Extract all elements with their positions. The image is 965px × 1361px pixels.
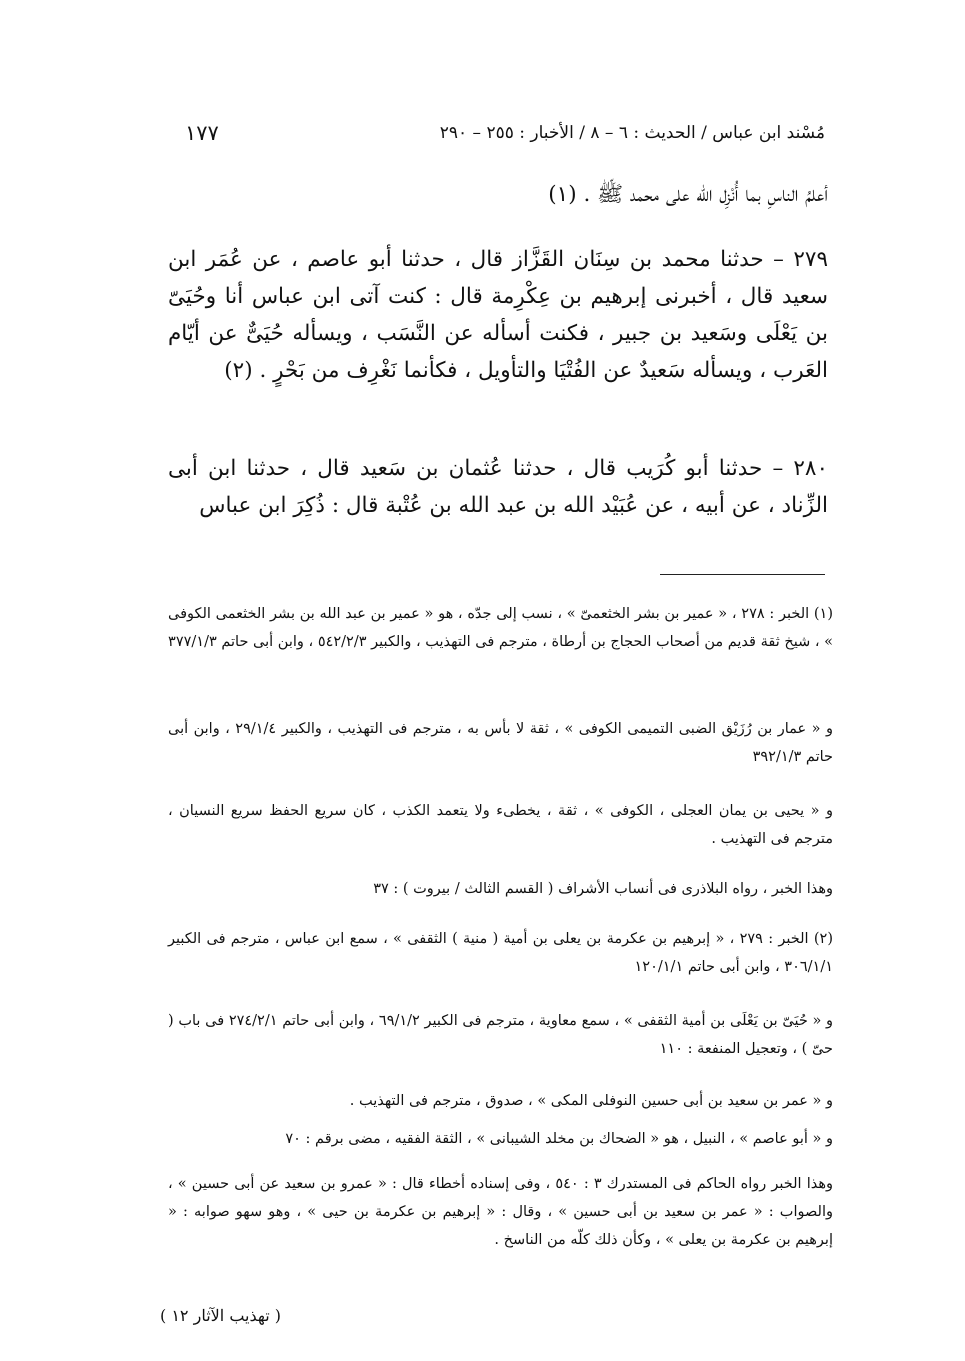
paragraph-continuation: أعلمُ الناسِ بما أُنْزِل الله على محمد ﷺ . (١) [548, 182, 828, 207]
footnote-2b [168, 1007, 833, 1063]
page-header [185, 118, 825, 148]
paragraph-280: ٢٨٠ – حدثنا أبو كُرَيب قال ، حدثنا عُثمان بن سَعيد قال ، حدثنا ابن أبى الزِّناد ، عن أبيه ، عن عُبَيْد الله بن عبد الله بن عُتْبة قال : ذُكِرَ ابن عباس [168, 456, 828, 518]
footnote-text: و « يحيى بن يمان العجلى ، الكوفى » ، ثقة ، يخطىء ولا يتعمد الكذب ، كان سريع الحفظ سريع النسيان ، مترجم فى التهذيب . [168, 803, 833, 847]
footnote-text: و « عمار بن رُزَيْق الضبى التميمى الكوفى » ، ثقة لا بأس به ، مترجم فى التهذيب ، والكبير ٢٩/١/٤ ، وابن أبى حاتم ٣٩٢/١/٣ [168, 721, 833, 765]
main-text-hadith-279 [168, 241, 828, 389]
signature-mark: ( تهذيب الآثار ١٢ ) [160, 1306, 282, 1325]
footnote-1d [168, 875, 833, 903]
main-text-hadith-280 [168, 450, 828, 524]
running-title: مُسْند ابن عباس / الحديث : ٦ – ٨ / الأخبار : ٢٥٥ – ٢٩٠ [439, 123, 825, 143]
footnote-1b [168, 715, 833, 771]
paragraph-279: ٢٧٩ – حدثنا محمد بن سِنَان القَزَّاز قال ، حدثنا أبو عاصم ، عن عُمَر ابن سعيد قال ، أخبرنى إبرهيم بن عِكْرِمة قال : كنت آتى ابن عباس أنا وحُيَىّ بن يَعْلَى وسَعيد بن جبير ، فكنت أسأله عن النَّسَب ، ويسأله حُيَىٌّ عن أيّام العَرب ، ويسأله سَعيدٌ عن الفُتْيَا والتأويل ، فكأنما نَغْرِف من بَحْرٍ . (٢) [168, 247, 828, 383]
footnote-text: و « أبو عاصم » ، النبيل ، هو « الضحاك بن مخلد الشيبانى » ، الثقة الفقيه ، مضى برقم : ٧٠ [285, 1131, 833, 1147]
footnote-text: (١) الخبر : ٢٧٨ ، « عمير بن بشر الخثعمىّ » ، نسب إلى جدّه ، هو « عمير بن عبد الله بن بشر الخثعمى الكوفى » ، شيخ ثقة قديم من أصحاب الحجاج بن أرطاة ، مترجم فى التهذيب ، والكبير ٥٤٢/٢/٣ ، وابن أبى حاتم ٣٧٧/١/٣ [168, 606, 833, 650]
footnote-2e [168, 1170, 833, 1254]
footnote-text: وهذا الخبر ، رواه البلاذرى فى أنساب الأشراف ( القسم الثالث / بيروت ) : ٣٧ [373, 881, 833, 897]
footnote-2 [168, 925, 833, 981]
page-number: ١٧٧ [185, 121, 219, 145]
footnote-2d [168, 1125, 833, 1153]
footnote-text: و « عمر بن سعيد بن أبى حسين النوفلى المكى » ، صدوق ، مترجم فى التهذيب . [349, 1093, 833, 1109]
footnote-divider [660, 574, 825, 575]
footnote-text: (٢) الخبر : ٢٧٩ ، « إبرهيم بن عكرمة بن يعلى بن أمية ( منية ) الثقفى » ، سمع ابن عباس ، مترجم فى الكبير ٣٠٦/١/١ ، وابن أبى حاتم ١٢٠/١/١ [168, 931, 833, 975]
main-text-intro [168, 176, 828, 213]
footnote-text: و « حُيَىّ بن يَعْلَى بن أمية الثقفى » ، سمع معاوية ، مترجم فى الكبير ٦٩/١/٢ ، وابن أبى حاتم ٢٧٤/٢/١ فى باب ( حىّ ) ، وتعجيل المنفعة : ١١٠ [168, 1013, 834, 1057]
footnote-1c [168, 797, 833, 853]
footnote-text: وهذا الخبر رواه الحاكم فى المستدرك ٣ : ٥٤٠ ، وفى إسناده أخطاء قال : « عمرو بن سعيد عن أبى حسين » ، والصواب : « عمر بن سعيد بن أبى حسين » ، وقال : « إبرهيم بن عكرمة بن حيى » ، وهو سهو صوابه : « إبرهيم بن عكرمة بن يعلى » ، وكأن ذلك كلّه من الناسخ . [168, 1176, 833, 1248]
footnote-1 [168, 600, 833, 656]
footnote-2c [168, 1087, 833, 1115]
